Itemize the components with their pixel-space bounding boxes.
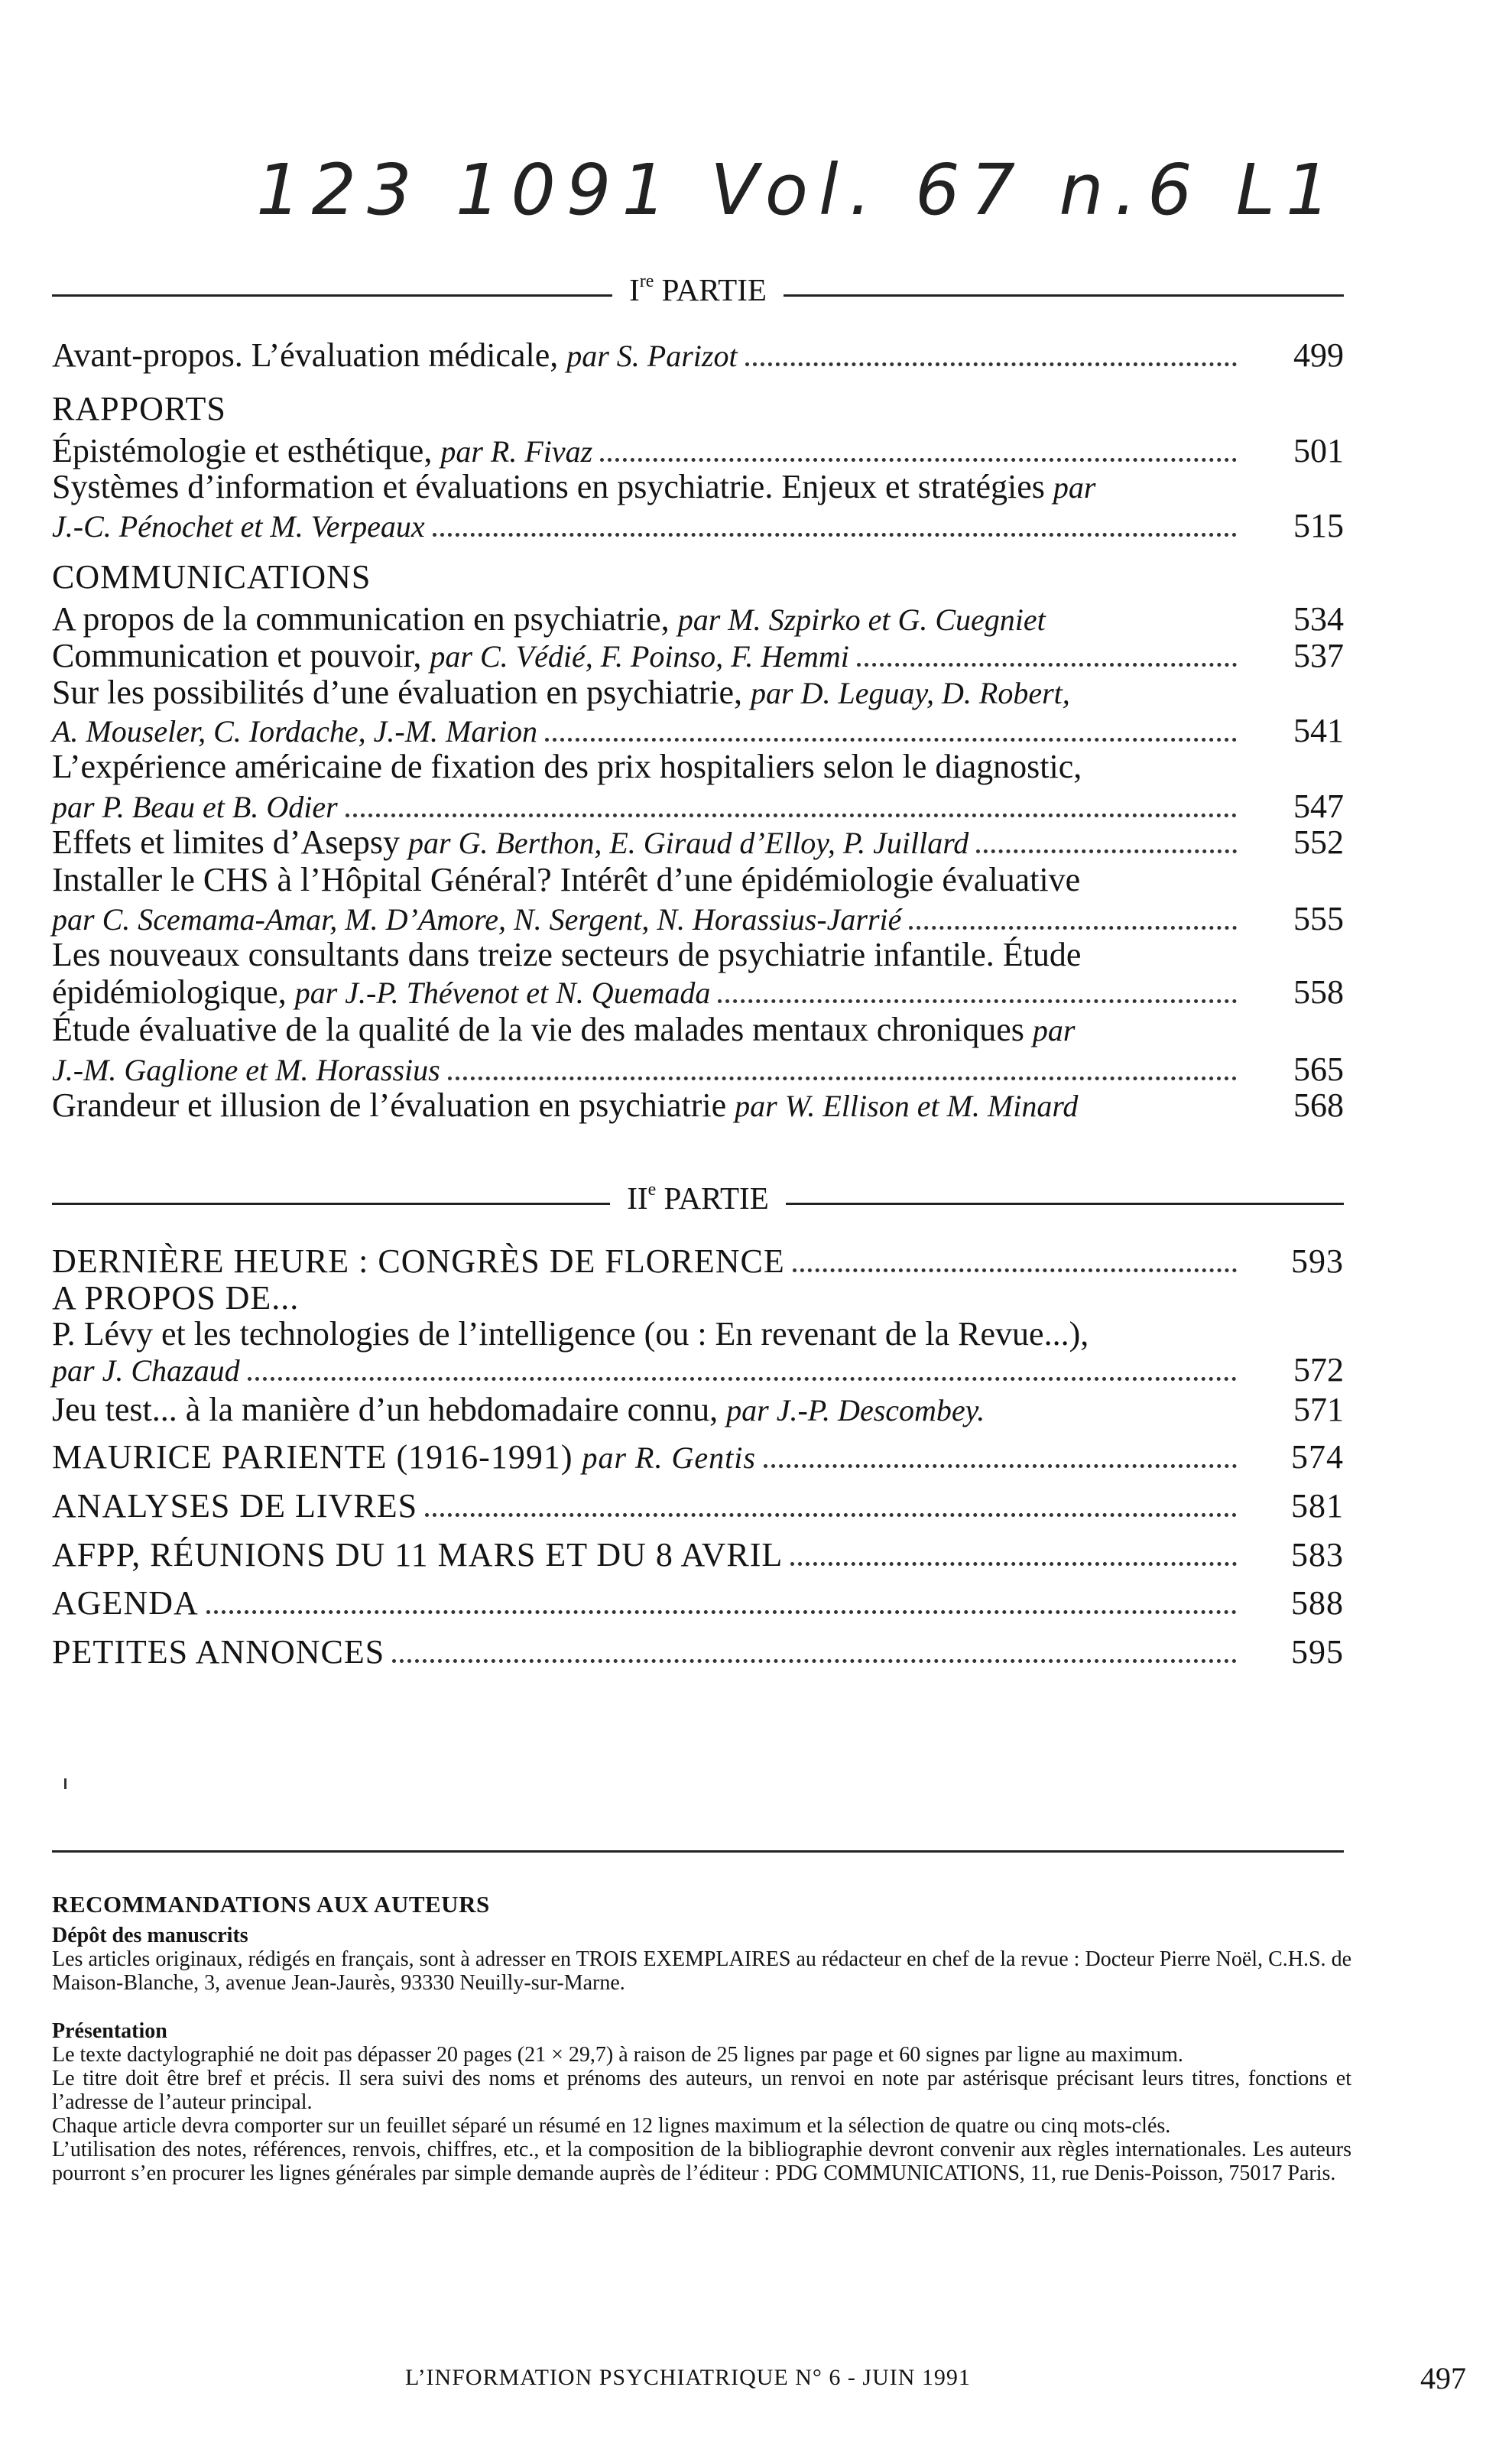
- toc-entry-text: [52, 600, 1046, 639]
- toc-author: par: [1032, 1013, 1076, 1047]
- toc-entry-text: [52, 900, 901, 938]
- toc-title: P. Lévy et les technologies de l’intelligence (ou : En revenant de la Revue...),: [52, 1315, 1089, 1353]
- toc-entry: [52, 1086, 1344, 1125]
- rec-section-heading: Dépôt des manuscrits: [52, 1924, 248, 1947]
- toc-author: par S. Parizot: [566, 339, 738, 373]
- toc-title: ANALYSES DE LIVRES: [52, 1487, 418, 1525]
- toc-title: A propos de la communication en psychiatrie,: [52, 600, 678, 638]
- toc-entry: [52, 507, 1344, 545]
- dot-leader: [909, 926, 1237, 930]
- toc-entry-text-wrap: [52, 823, 1244, 862]
- toc-page-number: 541: [1293, 712, 1344, 749]
- toc-page-number: 568: [1293, 1086, 1344, 1124]
- toc-entry-text-wrap: [52, 748, 1244, 786]
- toc-author: J.-C. Pénochet et M. Verpeaux: [52, 509, 425, 544]
- rec-paragraph: Les articles originaux, rédigés en français, sont à adresser en TROIS EXEMPLAIRES au rédacteur en chef de la revue : Docteur Pierre Noël, C.H.S. de Maison-Blanche, 3, avenue Jean-Jaurès, 93330 Neuilly-sur-Marne.: [52, 1947, 1351, 1995]
- toc-entry-continued: [52, 861, 1344, 899]
- toc-entry-text-wrap: [52, 637, 1244, 675]
- toc-entry: [52, 1438, 1344, 1476]
- dot-leader: [206, 1610, 1237, 1614]
- toc-entry-text-wrap: [52, 1391, 1244, 1430]
- toc-page-number: 588: [1291, 1584, 1344, 1622]
- rec-paragraph: L’utilisation des notes, références, renvois, chiffres, etc., et la composition de la bibliographie devront convenir aux règles internationales. Les auteurs pourront s’en procurer les lignes générales par simple demande auprès de l’éditeur : PDG COMMUNICATIONS, 11, rue Denis-Poisson, 75017 Paris.: [52, 2138, 1351, 2185]
- toc-title: Grandeur et illusion de l’évaluation en psychiatrie: [52, 1086, 735, 1124]
- toc-entry-text: [52, 712, 537, 750]
- toc-entry-text: [52, 637, 849, 675]
- toc-title: Jeu test... à la manière d’un hebdomadaire connu,: [52, 1391, 727, 1428]
- toc-title: épidémiologique,: [52, 973, 295, 1011]
- toc-title: AFPP, RÉUNIONS DU 11 MARS ET DU 8 AVRIL: [52, 1536, 784, 1573]
- toc-entry-text-wrap: [52, 973, 1244, 1012]
- part-1-label: PARTIE: [654, 272, 767, 307]
- toc-entry-text-wrap: [52, 507, 1244, 545]
- toc-entry-text: [52, 1584, 199, 1622]
- toc-entry-text-wrap: [52, 1011, 1244, 1050]
- toc-entry-text-wrap: [52, 861, 1244, 899]
- toc-page-number: 595: [1291, 1633, 1344, 1671]
- toc-entry: [52, 973, 1344, 1012]
- toc-page-number: 537: [1293, 637, 1344, 674]
- toc-page-number: 593: [1291, 1242, 1344, 1280]
- toc-entry-text: [52, 861, 1080, 899]
- dot-leader: [448, 1077, 1237, 1080]
- toc-section-heading: [52, 390, 1344, 428]
- toc-page-number: 547: [1293, 788, 1344, 825]
- toc-author: par P. Beau et B. Odier: [52, 790, 338, 824]
- toc-entry-text: [52, 1051, 440, 1089]
- toc-heading-text: COMMUNICATIONS: [52, 558, 372, 596]
- toc-entry: [52, 1584, 1344, 1622]
- header-rule-left: [52, 1203, 610, 1205]
- toc-author: par M. Szpirko et G. Cuegniet: [677, 602, 1046, 637]
- toc-author: par R. Fivaz: [440, 434, 593, 469]
- toc-entry: [52, 823, 1344, 862]
- toc-entry: [52, 1391, 1344, 1429]
- part-2-label: PARTIE: [656, 1181, 769, 1216]
- toc-author: par R. Gentis: [582, 1440, 756, 1475]
- toc-entry: [52, 600, 1344, 638]
- dot-leader: [600, 458, 1237, 462]
- toc-entry: [52, 1242, 1344, 1281]
- part-1-title: [612, 272, 784, 306]
- toc-entry-text: [52, 674, 1070, 713]
- toc-entry-text-wrap: [52, 336, 1244, 375]
- recommendations-block: [52, 1892, 1351, 2210]
- toc-entry-text-wrap: [52, 1315, 1244, 1353]
- toc-title: Les nouveaux consultants dans treize secteurs de psychiatrie infantile. Étude: [52, 936, 1082, 973]
- dot-leader: [745, 362, 1237, 366]
- toc-page-number: 565: [1293, 1051, 1344, 1088]
- toc-entry-text: [52, 1351, 240, 1389]
- toc-entry-text-wrap: [52, 600, 1244, 639]
- toc-entry-text-wrap: [52, 468, 1244, 507]
- toc-entry-text: [52, 507, 425, 545]
- rec-paragraph: Le titre doit être bref et précis. Il sera suivi des noms et prénoms des auteurs, un renvoi en note par astérisque précisant leurs titres, fonctions et l’adresse de l’auteur principal.: [52, 2067, 1351, 2114]
- toc-entry: [52, 432, 1344, 470]
- toc-page-number: 571: [1293, 1391, 1344, 1428]
- part-2-header: [52, 1168, 1344, 1214]
- header-rule-left: [52, 294, 612, 297]
- part-2-ordinal: e: [647, 1180, 657, 1200]
- toc-entry-continued: [52, 1315, 1344, 1353]
- dot-leader: [857, 663, 1237, 667]
- dot-leader: [764, 1464, 1237, 1468]
- toc-section-heading: [52, 558, 1344, 596]
- toc-entry-text: [52, 823, 969, 862]
- part-1-ordinal: re: [639, 271, 654, 291]
- toc-entry-text-wrap: [52, 1351, 1244, 1389]
- toc-heading-text: RAPPORTS: [52, 390, 226, 427]
- toc-entry-text: [52, 336, 738, 375]
- toc-entry-text-wrap: [52, 936, 1244, 974]
- stray-mark: [64, 1778, 67, 1789]
- page-footer: [0, 2361, 1512, 2403]
- toc-page-number: 581: [1291, 1487, 1344, 1525]
- dot-leader: [392, 1659, 1237, 1663]
- toc-title: AGENDA: [52, 1584, 199, 1622]
- toc-entry: [52, 788, 1344, 826]
- toc-entry-text-wrap: [52, 1051, 1244, 1089]
- toc-entry: [52, 1633, 1344, 1671]
- toc-title: Installer le CHS à l’Hôpital Général? Intérêt d’une épidémiologie évaluative: [52, 861, 1081, 898]
- recommendations-title: RECOMMANDATIONS AUX AUTEURS: [52, 1891, 490, 1918]
- toc-entry-text-wrap: [52, 1584, 1244, 1622]
- toc-page-number: 552: [1293, 823, 1344, 861]
- toc-entry-text-wrap: [52, 1633, 1244, 1671]
- dot-leader: [433, 533, 1237, 537]
- toc-entry-continued: [52, 936, 1344, 974]
- part-1-header: [52, 260, 1344, 306]
- part-2-numeral: II: [627, 1181, 648, 1216]
- rec-paragraph: Chaque article devra comporter sur un feuillet séparé un résumé en 12 lignes maximum et la sélection de quatre ou cinq mots-clés.: [52, 2114, 1171, 2138]
- toc-entry-text-wrap: [52, 712, 1244, 750]
- toc-entry-text: [52, 788, 338, 826]
- toc-title: Épistémologie et esthétique,: [52, 432, 441, 469]
- toc-entry-text: [52, 1536, 783, 1574]
- header-rule-right: [784, 294, 1344, 297]
- toc-title: L’expérience américaine de fixation des prix hospitaliers selon le diagnostic,: [52, 748, 1082, 785]
- dot-leader: [790, 1562, 1237, 1566]
- toc-title: MAURICE PARIENTE (1916-1991): [52, 1438, 582, 1476]
- toc-entry-text: [52, 432, 592, 470]
- rec-section-heading: Présentation: [52, 2019, 167, 2043]
- toc-entry-text-wrap: [52, 1438, 1244, 1476]
- toc-page-number: 515: [1293, 507, 1344, 544]
- toc-title: DERNIÈRE HEURE : CONGRÈS DE FLORENCE: [52, 1242, 785, 1280]
- toc-entry-text: [52, 1391, 985, 1430]
- rec-paragraph: Le texte dactylographié ne doit pas dépasser 20 pages (21 × 29,7) à raison de 25 lignes par page et 60 signes par ligne au maximum.: [52, 2043, 1183, 2067]
- toc-entry-text: [52, 1086, 1078, 1125]
- toc-author: par J.-P. Thévenot et N. Quemada: [294, 976, 711, 1010]
- toc-entry-continued: [52, 748, 1344, 786]
- dot-leader: [248, 1377, 1237, 1381]
- part-2-title: [610, 1181, 786, 1214]
- toc-entry: [52, 1487, 1344, 1525]
- toc-author: par: [1053, 470, 1096, 505]
- part-1-numeral: I: [629, 272, 640, 307]
- toc-entry-text: [52, 1011, 1075, 1050]
- rec-section-presentation: [52, 2019, 1351, 2185]
- toc-title: Étude évaluative de la qualité de la vie des malades mentaux chroniques: [52, 1011, 1033, 1048]
- toc-author: A. Mouseler, C. Iordache, J.-M. Marion: [52, 714, 538, 749]
- toc-entry-text-wrap: [52, 900, 1244, 938]
- page-number: 497: [1420, 2361, 1466, 2395]
- toc-entry: [52, 637, 1344, 675]
- toc-author: par C. Védié, F. Poinso, F. Hemmi: [430, 639, 849, 674]
- toc-entry-text-wrap: [52, 1242, 1244, 1281]
- header-rule-right: [786, 1203, 1344, 1205]
- toc-entry: [52, 712, 1344, 750]
- toc-entry-text-wrap: [52, 788, 1244, 826]
- toc-page-number: 558: [1293, 973, 1344, 1011]
- toc-entry-text: [52, 936, 1081, 974]
- toc-title: Avant-propos. L’évaluation médicale,: [52, 336, 567, 374]
- toc-author: par C. Scemama-Amar, M. D’Amore, N. Sergent, N. Horassius-Jarrié: [52, 902, 902, 937]
- toc-title: Systèmes d’information et évaluations en psychiatrie. Enjeux et stratégies: [52, 468, 1053, 505]
- toc-entry-text: [52, 1438, 756, 1476]
- toc-entry: [52, 336, 1344, 375]
- toc-page-number: 499: [1293, 336, 1344, 374]
- toc-entry-text-wrap: [52, 1487, 1244, 1525]
- toc-page-number: 555: [1293, 900, 1344, 937]
- toc-author: par D. Leguay, D. Robert,: [751, 676, 1070, 710]
- toc-entry: [52, 1351, 1344, 1389]
- dot-leader: [976, 849, 1237, 853]
- toc-entry-text-wrap: [52, 432, 1244, 470]
- toc-entry-text: [52, 1633, 384, 1671]
- toc-entry: [52, 1536, 1344, 1574]
- toc-entry-text: [52, 748, 1082, 786]
- toc-entry-text: [52, 1487, 417, 1525]
- toc-author: par J.-P. Descombey.: [726, 1393, 985, 1427]
- toc-entry-text: [52, 973, 710, 1012]
- toc-entry-text: [52, 468, 1095, 507]
- toc-author: par J. Chazaud: [52, 1353, 240, 1388]
- toc-author: par G. Berthon, E. Giraud d’Elloy, P. Juillard: [408, 826, 969, 860]
- dot-leader: [425, 1513, 1237, 1517]
- toc-page-number: 501: [1293, 432, 1344, 469]
- journal-title: L’INFORMATION PSYCHIATRIQUE N° 6 - JUIN 1991: [405, 2365, 971, 2390]
- toc-page-number: 574: [1291, 1438, 1344, 1476]
- rec-section-depot: [52, 1924, 1351, 1995]
- toc-heading-text: A PROPOS DE...: [52, 1279, 300, 1317]
- toc-entry-text: [52, 1242, 785, 1281]
- toc-entry-continued: [52, 1011, 1344, 1049]
- toc-section-heading: [52, 1279, 1344, 1317]
- dot-leader: [793, 1268, 1237, 1272]
- toc-entry-text-wrap: [52, 1536, 1244, 1574]
- toc-page-number: 572: [1293, 1351, 1344, 1388]
- toc-entry-text-wrap: [52, 674, 1244, 713]
- toc-entry-text-wrap: [52, 1086, 1244, 1125]
- toc-entry-continued: [52, 468, 1344, 506]
- toc-entry-continued: [52, 674, 1344, 712]
- toc-title: PETITES ANNONCES: [52, 1633, 385, 1671]
- toc-title: Communication et pouvoir,: [52, 637, 430, 674]
- toc-entry: [52, 1051, 1344, 1089]
- toc-author: J.-M. Gaglione et M. Horassius: [52, 1053, 440, 1087]
- toc-author: par W. Ellison et M. Minard: [735, 1089, 1079, 1123]
- section-divider: [52, 1850, 1344, 1853]
- dot-leader: [346, 814, 1237, 817]
- toc-title: Effets et limites d’Asepsy: [52, 823, 408, 861]
- dot-leader: [718, 999, 1237, 1003]
- handwritten-call-number: 123 1091 Vol. 67 n.6 L1: [256, 149, 1342, 231]
- toc-title: Sur les possibilités d’une évaluation en psychiatrie,: [52, 674, 751, 711]
- toc-entry: [52, 900, 1344, 938]
- toc-entry-text: [52, 1315, 1089, 1353]
- toc-page-number: 534: [1293, 600, 1344, 638]
- dot-leader: [545, 738, 1237, 742]
- toc-page-number: 583: [1291, 1536, 1344, 1573]
